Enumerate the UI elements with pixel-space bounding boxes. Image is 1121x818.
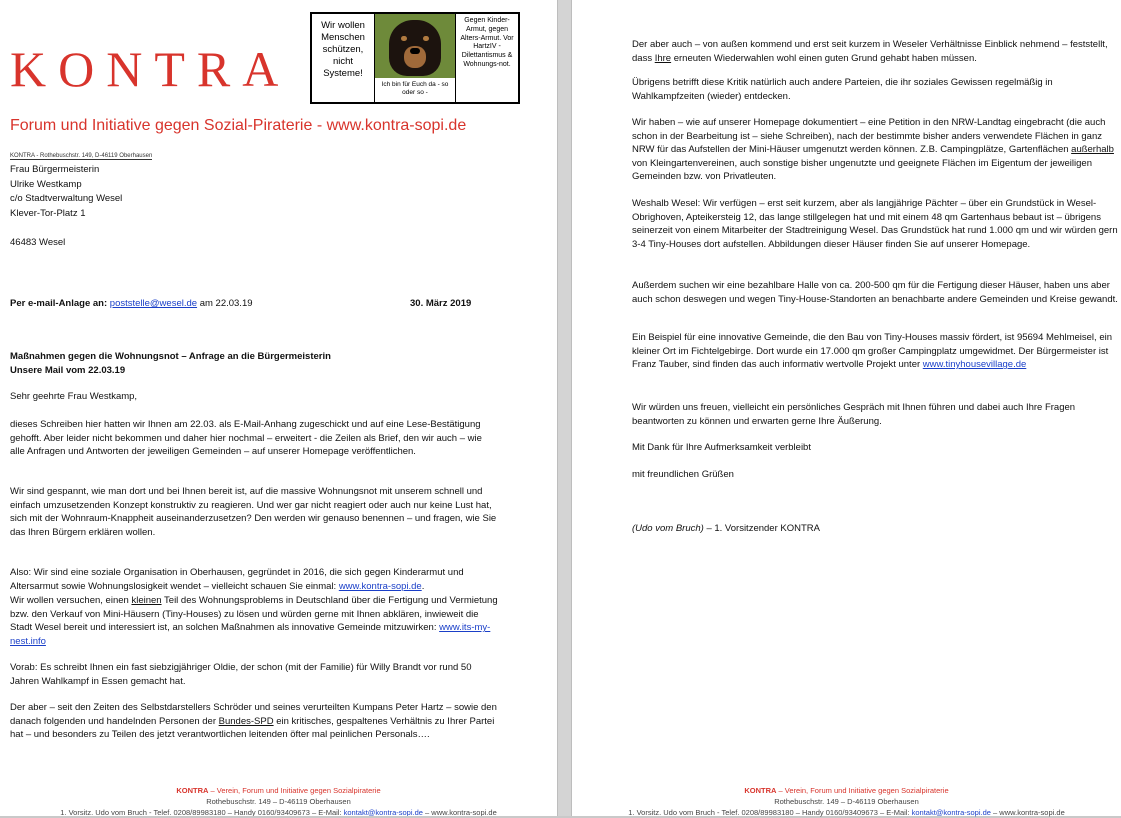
page-gap: [557, 0, 572, 816]
banner-right-text: Gegen Kinder-Armut, gegen Alters-Armut. Vor HartzIV - Dilettantismus & Wohnungs-not.: [460, 17, 514, 68]
paragraph: Wir wollen versuchen, einen kleinen Teil des Wohnungsproblems in Deutschland über die Fertigung und Vermietung bzw. den Verkauf von Mini-Häusern (Tiny-Houses) zu lösen und würden gerne mit Ihnen abklären, inwieweit die Stadt Wesel bereit und interessiert ist, an solchen Maßnahmen als innovative Gemeinde mitzuwirken: www.its-my-nest.info: [10, 595, 498, 647]
paragraph: Wir sind gespannt, wie man dort und bei Ihnen bereit ist, auf die massive Wohnungsnot mit unserem schnell und einfach umzusetzenden Konzept konstruktiv zu reagieren. Und wer gar nicht reagiert oder auch nur keine Lust hat, sich mit der Wohnraum-Knappheit auseinanderzusetzen? Den werden wir genauso benennen – und fragen, wie Sie das Ihren Bürgern erklären wollen.: [10, 486, 497, 538]
tinyhousevillage-link[interactable]: www.tinyhousevillage.de: [922, 359, 1027, 371]
greeting: mit freundlichen Grüßen: [632, 469, 734, 480]
document-page-1: [0, 0, 557, 816]
paragraph: Wir haben – wie auf unserer Homepage dokumentiert – eine Petition in den NRW-Landtag eingebracht (die auch schon in der Bearbeitung ist – siehe Schreiben), nach der bestimmte bisher anders verwendete Flächen in ganz NRW für das Aufstellen der Mini-Häuser umgenutzt werden können. Z.B. Campingplätze, Gartenflächen außerhalb von Kleingartenvereinen, auch sonstige bisher ungenutzte und geeignete Flächen im Eigentum der jeweiligen Gemeinden bzw. von Privatleuten.: [632, 117, 1114, 183]
tagline: Forum und Initiative gegen Sozial-Piraterie - www.kontra-sopi.de: [10, 117, 467, 134]
banner-photo-panel: [374, 14, 456, 102]
kontra-logo: KONTRA: [10, 41, 291, 97]
page-footer: KONTRA – Verein, Forum und Initiative gegen Sozialpiraterie Rothebuschstr. 149 – D-46119 Oberhausen 1. Vorsitz. Udo vom Bruch - Telef. 0208/89983180 – Handy 0160/93409673 – E-Mail: kontakt@kontra-sopi.de – www.kontra-sopi.de: [60, 786, 497, 816]
salutation: Sehr geehrte Frau Westkamp,: [10, 391, 138, 402]
recipient-address: Frau Bürgermeisterin Ulrike Westkamp c/o Stadtverwaltung Wesel Klever-Tor-Platz 1 46483 Wesel: [10, 164, 123, 248]
paragraph: Außerdem suchen wir eine bezahlbare Halle von ca. 200-500 qm für die Fertigung dieser Häuser, haben uns aber auch schon deswegen und wegen Tiny-House-Standorten an benachbarte andere Gemeinden und Kreise gewandt.: [632, 280, 1118, 305]
email-line: Per e-mail-Anlage an: poststelle@wesel.de am 22.03.19: [10, 298, 253, 309]
its-my-nest-link[interactable]: www.its-my-nest.info: [10, 622, 491, 647]
paragraph: dieses Schreiben hier hatten wir Ihnen am 22.03. als E-Mail-Anhang zugeschickt und auf eine Lese-Bestätigung gehofft. Aber leider nicht bekommen und daher hier nochmal – erweitert - die Zeilen als Brief, den wir auch – wie alle Anfragen und Antworten der jeweiligen Gemeinden – auf unserer Homepage veröffentlichen.: [10, 419, 482, 458]
paragraph: Weshalb Wesel: Wir verfügen – erst seit kurzem, aber als langjährige Pächter – über ein Grundstück in Wesel-Obrighoven, Apteikersteig 12, das lange stillgelegen hat und mit einem 48 qm Gartenhaus bebaut ist – übrigens seinerzeit von einem Mitarbeiter der Stadtreinigung Wesel. Das Grundstück hat rund 1.000 qm und wir würden gern 3-4 Tiny-Houses dort aufstellen. Abbildungen dieser Häuser finden Sie auf unserer Homepage.: [632, 198, 1118, 250]
closing-line: Mit Dank für Ihre Aufmerksamkeit verbleibt: [632, 442, 811, 453]
kontra-link[interactable]: www.kontra-sopi.de: [338, 580, 422, 592]
paragraph: Vorab: Es schreibt Ihnen ein fast siebzigjähriger Oldie, der schon (mit der Familie) für Willy Brandt vor rund 50 Jahren Wahlkampf in Essen gemacht hat.: [10, 662, 472, 687]
paragraph: Also: Wir sind eine soziale Organisation in Oberhausen, gegründet in 2016, die sich gegen Kinderarmut und Altersarmut sowie Wohnungslosigkeit wendet – vielleicht schauen Sie einmal: www.kontra-sopi.de.: [10, 567, 464, 592]
banner-caption: Ich bin für Euch da - so oder so -: [381, 81, 449, 97]
letter-date: 30. März 2019: [410, 298, 472, 309]
banner: [310, 12, 520, 104]
paragraph: Der aber – seit den Zeiten des Selbstdarstellers Schröder und seines verurteilten Kumpans Peter Hartz – sowie den danach folgenden und handelnden Personen der Bundes-SPD ein kritisches, gespaltenes Verhältnis zu Ihrer Partei hat – und besonders zu Teilen des jetzt verantwortlichen leitenden öfter mal peinlichen Personals….: [10, 702, 497, 741]
dog-photo: [375, 14, 455, 78]
page-footer: KONTRA – Verein, Forum und Initiative gegen Sozialpiraterie Rothebuschstr. 149 – D-46119 Oberhausen 1. Vorsitz. Udo vom Bruch - Telef. 0208/89983180 – Handy 0160/93409673 – E-Mail: kontakt@kontra-sopi.de – www.kontra-sopi.de: [628, 786, 1065, 817]
email-link[interactable]: poststelle@wesel.de: [109, 298, 198, 309]
subject: Maßnahmen gegen die Wohnungsnot – Anfrage an die Bürgermeisterin Unsere Mail vom 22.03.19: [10, 351, 331, 376]
paragraph: Ein Beispiel für eine innovative Gemeinde, die den Bau von Tiny-Houses massiv fördert, ist 95694 Mehlmeisel, ein kleiner Ort im Fichtelgebirge. Dort wurde ein 17.000 qm großer Campingplatz umgewidmet. Der Bürgermeister ist Franz Tauber, sind finden das auch informativ wertvolle Projekt unter www.tinyhousevillage.de: [632, 332, 1113, 371]
paragraph: Wir würden uns freuen, vielleicht ein persönliches Gespräch mit Ihnen führen und dabei auch Ihre Fragen beantworten zu können und erwarten gerne Ihre Äußerung.: [632, 402, 1076, 427]
banner-left-text: Wir wollen Menschen schützen, nicht Systeme!: [321, 20, 365, 79]
signature: (Udo vom Bruch) – 1. Vorsitzender KONTRA: [632, 523, 820, 534]
tagline-url[interactable]: www.kontra-sopi.de: [326, 117, 467, 134]
paragraph: Übrigens betrifft diese Kritik natürlich auch andere Parteien, die ihr soziales Gewissen regelmäßig in Wahlkampfzeiten (wieder) entdecken.: [632, 77, 1053, 102]
sender-line: KONTRA - Rothebuschstr. 149, D-46119 Oberhausen: [10, 153, 153, 159]
paragraph: Der aber auch – von außen kommend und erst seit kurzem in Weseler Verhältnisse Einblick nehmend – feststellt, dass Ihre erneuten Wiederwahlen wohl einen guten Grund gehabt haben müssen.: [632, 39, 1108, 64]
